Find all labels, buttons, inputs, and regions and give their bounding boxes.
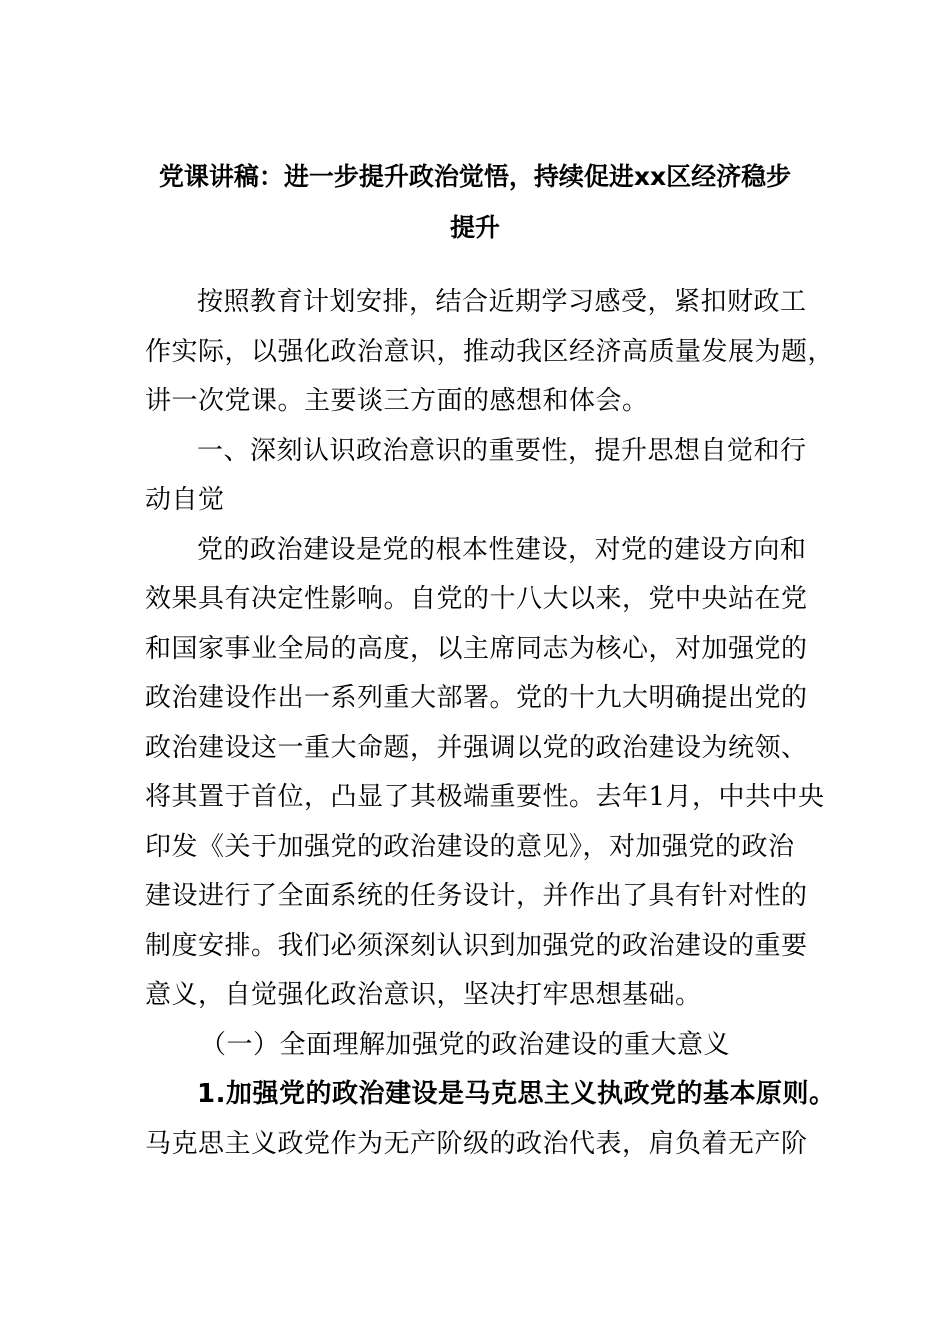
paragraph-line: 政治建设作出一系列重大部署。党的十九大明确提出党的	[145, 683, 808, 713]
paragraph-line: 制度安排。我们必须深刻认识到加强党的政治建设的重要	[145, 931, 808, 961]
paragraph-line: 建设进行了全面系统的任务设计，并作出了具有针对性的	[145, 881, 808, 911]
paragraph-line: 按照教育计划安排，结合近期学习感受，紧扣财政工	[197, 287, 807, 317]
paragraph-line: 党的政治建设是党的根本性建设，对党的建设方向和	[197, 535, 807, 565]
paragraph-line: 讲一次党课。主要谈三方面的感想和体会。	[145, 386, 649, 416]
paragraph-line: 作实际，以强化政治意识，推动我区经济高质量发展为题，	[145, 337, 835, 367]
paragraph-line: 效果具有决定性影响。自党的十八大以来，党中央站在党	[145, 584, 808, 614]
paragraph-line: 和国家事业全局的高度，以主席同志为核心，对加强党的	[145, 634, 808, 664]
bold-point-heading: 1.加强党的政治建设是马克思主义执政党的基本原则。	[197, 1079, 836, 1109]
paragraph-line: 印发《关于加强党的政治建设的意见》，对加强党的政治	[145, 832, 795, 862]
section-heading-line: 动自觉	[145, 485, 225, 515]
paragraph-line: 意义，自觉强化政治意识，坚决打牢思想基础。	[145, 980, 702, 1010]
section-heading-line: 一、深刻认识政治意识的重要性，提升思想自觉和行	[197, 436, 807, 466]
paragraph-line: 马克思主义政党作为无产阶级的政治代表，肩负着无产阶	[145, 1129, 808, 1159]
subsection-heading: （一）全面理解加强党的政治建设的重大意义	[200, 1030, 731, 1060]
document-title-line-1: 党课讲稿：进一步提升政治觉悟，持续促进xx区经济稳步	[158, 162, 792, 191]
paragraph-line: 将其置于首位，凸显了其极端重要性。去年1月，中共中央	[145, 782, 825, 812]
paragraph-line: 政治建设这一重大命题，并强调以党的政治建设为统领、	[145, 733, 808, 763]
document-title-line-2: 提升	[449, 213, 500, 242]
